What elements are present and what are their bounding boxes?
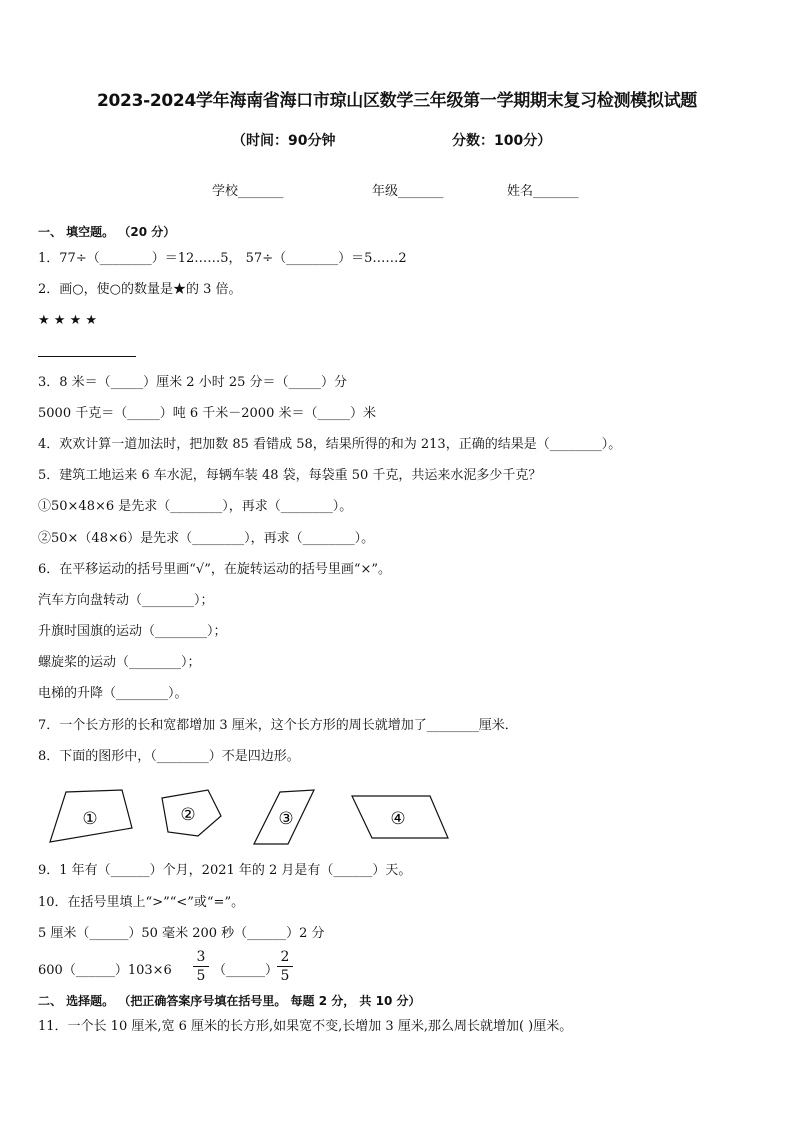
question-5-1: ①50×48×6 是先求（________），再求（________）。 — [38, 499, 353, 514]
name-field: 姓名_______ — [507, 184, 579, 199]
page-title: 2023-2024学年海南省海口市琼山区数学三年级第一学期期末复习检测模拟试题 — [97, 91, 697, 111]
question-9: 9．1 年有（______）个月，2021 年的 2 月是有（______）天。 — [38, 863, 412, 878]
question-3a: 3．8 米＝（_____）厘米 2 小时 25 分＝（_____）分 — [38, 375, 348, 390]
question-7: 7．一个长方形的长和宽都增加 3 厘米，这个长方形的周长就增加了________厘米． — [38, 718, 518, 733]
question-5: 5．建筑工地运来 6 车水泥，每辆车装 48 袋，每袋重 50 千克，共运来水泥多少千克？ — [38, 468, 542, 483]
star-row: ★ ★ ★ ★ — [38, 313, 98, 328]
quadrilateral-figures — [38, 786, 458, 848]
question-1: 1．77÷（________）＝12……5， 57÷（________）＝5……2 — [38, 251, 407, 266]
fraction-denominator: 5 — [196, 968, 206, 984]
exam-time: （时间：90分钟 — [232, 133, 336, 149]
answer-line — [38, 356, 136, 357]
fraction-three-fifths — [193, 949, 209, 984]
shape-3-label: ③ — [278, 809, 294, 829]
question-10: 10．在括号里填上“>”“<”或“=”。 — [38, 895, 245, 910]
question-6: 6．在平移运动的括号里画“√”，在旋转运动的括号里画“×”。 — [38, 562, 392, 577]
question-8: 8．下面的图形中，（________）不是四边形。 — [38, 749, 300, 764]
shape-4-label: ④ — [390, 809, 406, 829]
question-6-b: 升旗时国旗的运动（________）； — [38, 624, 227, 639]
shape-2-label: ② — [180, 805, 196, 825]
section-fill-blank: 一、 填空题。 （20 分） — [38, 225, 176, 239]
shape-1-label: ① — [82, 809, 98, 829]
question-11: 11．一个长 10 厘米,宽 6 厘米的长方形,如果宽不变,长增加 3 厘米,那么周长就增加( )厘米。 — [38, 1019, 573, 1034]
grade-field: 年级_______ — [372, 184, 444, 199]
school-field: 学校_______ — [212, 184, 284, 199]
exam-score: 分数：100分） — [452, 133, 552, 149]
compare-blank: （______） — [213, 963, 279, 978]
question-6-d: 电梯的升降（________）。 — [38, 686, 188, 701]
fraction-numerator: 2 — [280, 949, 290, 965]
question-6-a: 汽车方向盘转动（________）； — [38, 593, 214, 608]
fraction-numerator: 3 — [196, 949, 206, 965]
fraction-two-fifths — [277, 949, 293, 984]
question-10-b: 600（______）103×6 — [38, 963, 172, 978]
question-2: 2．画○，使○的数量是★的 3 倍。 — [38, 282, 242, 297]
question-3b: 5000 千克＝（_____）吨 6 千米－2000 米＝（_____）米 — [38, 406, 376, 421]
question-4: 4．欢欢计算一道加法时，把加数 85 看错成 58，结果所得的和为 213，正确的结果是（________）。 — [38, 437, 622, 452]
question-10-a: 5 厘米（______）50 毫米 200 秒（______）2 分 — [38, 926, 325, 941]
question-5-2: ②50×（48×6）是先求（________），再求（________）。 — [38, 531, 375, 546]
section-multiple-choice: 二、 选择题。 （把正确答案序号填在括号里。 每题 2 分， 共 10 分） — [38, 994, 421, 1008]
question-6-c: 螺旋桨的运动（________）； — [38, 655, 201, 670]
fraction-denominator: 5 — [280, 968, 290, 984]
